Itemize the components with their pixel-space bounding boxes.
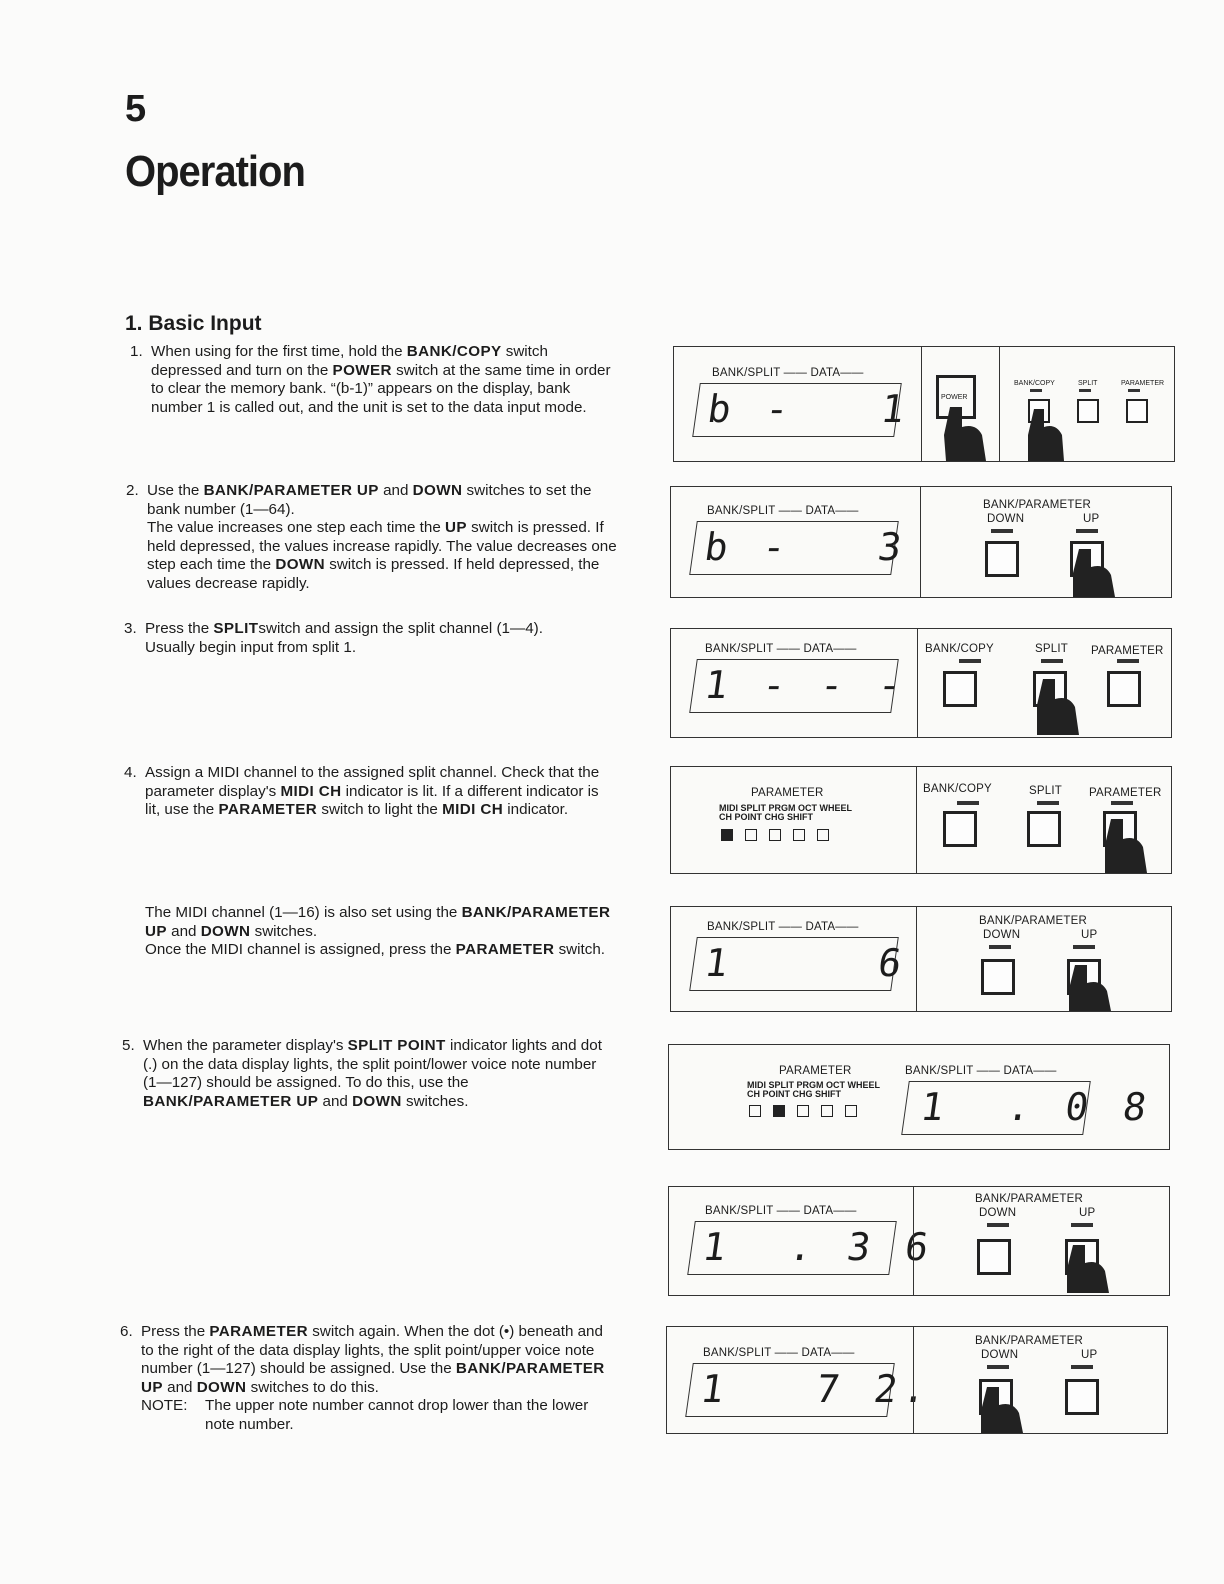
step-paragraph: The MIDI channel (1—16) is also set using the BANK/PARAMETER UP and DOWN switches. [145,904,611,940]
split-switch[interactable] [1027,811,1061,847]
up-switch[interactable] [1065,1379,1099,1415]
display-label: BANK/SPLIT —— DATA—— [905,1065,1057,1077]
bank-parameter-label: BANK/PARAMETER [975,1193,1084,1205]
step-paragraph: Press the PARAMETER switch again. When the dot (•) beneath and to the right of the data display lights, the split point/upper voice note number (1—127) should be assigned. Use the BANK/PARAMETER UP and DOWN switches to do this. [141,1323,605,1396]
bank-copy-label: BANK/COPY [923,783,992,795]
down-label: DOWN [981,1349,1019,1361]
display-label: BANK/SPLIT —— DATA—— [703,1347,855,1359]
step-paragraph: When the parameter display's SPLIT POINT indicator lights and dot (.) on the data display lights, the split point/lower voice note number (1—127) should be assigned. To do this, use the BANK/PARAMETER UP and DOWN switches. [143,1037,602,1110]
wheel-indicator [845,1105,857,1117]
finger-icon [979,1387,1027,1438]
diagram-panel-3 [670,628,1172,738]
finger-icon [1035,679,1083,740]
diagram-panel-5 [670,906,1172,1012]
display-value: 1 6 [701,941,911,985]
parameter-switch[interactable] [1107,671,1141,707]
display-value: 1 . 0 8 [917,1085,1156,1129]
parameter-label: PARAMETER [1091,645,1164,657]
down-label: DOWN [979,1207,1017,1219]
diagram-panel-1 [673,346,1175,462]
prgm-chg-indicator [797,1105,809,1117]
finger-icon [942,407,988,466]
split-point-indicator [773,1105,785,1117]
parameter-indicator-labels: MIDI SPLIT PRGM OCT WHEEL [719,803,852,813]
display-label: BANK/SPLIT —— DATA—— [712,367,864,379]
display-label: BANK/SPLIT —— DATA—— [705,643,857,655]
step-4-continued [124,904,615,960]
finger-icon [1103,819,1151,878]
up-label: UP [1081,929,1098,941]
step-paragraph: Press the SPLITswitch and assign the split channel (1—4). [145,620,543,637]
step-5: 5. When the parameter display's SPLIT POINT indicator lights and dot (.) on the data display lights, the split point/lower voice note number (1—127) should be assigned. To do this, use the BANK/PARAMETER UP and DOWN switches. [122,1037,613,1111]
chapter-title: Operation [125,148,305,196]
step-1: 1. When using for the first time, hold the BANK/COPY switch depressed and turn on the POWER switch at the same time in order to clear the memory bank. “(b-1)” appears on the display, bank number 1 is called out, and the unit is set to the data input mode. [130,343,621,417]
finger-icon [1067,965,1115,1016]
step-paragraph: The value increases one step each time the UP switch is pressed. If held depressed, the values increase rapidly. The value decreases one step each time the DOWN switch is pressed. If held depressed, the values decrease rapidly. [147,519,617,592]
split-label: SPLIT [1078,380,1098,387]
display-value: 1 - - - [701,663,911,707]
note: NOTE: The upper note number cannot drop lower than the lower note number. [141,1397,589,1433]
parameter-indicator-labels-2: CH POINT CHG SHIFT [747,1089,841,1099]
midi-ch-indicator [749,1105,761,1117]
diagram-panel-8 [666,1326,1168,1434]
parameter-indicator-labels: MIDI SPLIT PRGM OCT WHEEL [747,1080,880,1090]
section-title: 1. Basic Input [125,312,262,335]
down-switch[interactable] [985,541,1019,577]
step-paragraph: Use the BANK/PARAMETER UP and DOWN switches to set the bank number (1—64). [147,482,592,518]
diagram-panel-4 [670,766,1172,874]
display-label: BANK/SPLIT —— DATA—— [705,1205,857,1217]
step-paragraph: When using for the first time, hold the BANK/COPY switch depressed and turn on the POWER switch at the same time in order to clear the memory bank. “(b-1)” appears on the display, bank number 1 is called out, and the unit is set to the data input mode. [151,343,611,416]
wheel-indicator [817,829,829,841]
finger-icon [1071,549,1117,602]
down-switch[interactable] [977,1239,1011,1275]
down-switch[interactable] [981,959,1015,995]
step-paragraph: Assign a MIDI channel to the assigned split channel. Check that the parameter display's MIDI CH indicator is lit. If a different indicator is lit, use the PARAMETER switch to light the MIDI CH indicator. [145,764,600,819]
bank-copy-switch[interactable] [943,811,977,847]
display-value: b - 3 [701,525,911,569]
up-label: UP [1079,1207,1096,1219]
down-label: DOWN [983,929,1021,941]
bank-parameter-label: BANK/PARAMETER [983,499,1092,511]
down-label: DOWN [987,513,1025,525]
display-label: BANK/SPLIT —— DATA—— [707,921,859,933]
split-label: SPLIT [1029,785,1062,797]
diagram-panel-7 [668,1186,1170,1296]
up-label: UP [1083,513,1100,525]
bank-copy-switch[interactable] [943,671,977,707]
split-switch[interactable] [1077,399,1099,423]
display-value: 1 . 3 6 [699,1225,938,1269]
step-paragraph: Usually begin input from split 1. [145,638,357,656]
parameter-display-label: PARAMETER [751,787,824,799]
bank-parameter-label: BANK/PARAMETER [979,915,1088,927]
split-point-indicator [745,829,757,841]
step-2: 2. Use the BANK/PARAMETER UP and DOWN switches to set the bank number (1—64). The value increases one step each time the UP switch is pressed. If held depressed, the values increase rapidly. The value decreases one step each time the DOWN switch is pressed. If held depressed, the values decrease rapidly. [126,482,617,592]
chapter-number: 5 [125,88,146,130]
prgm-chg-indicator [769,829,781,841]
parameter-display-label: PARAMETER [779,1065,852,1077]
finger-icon [1065,1245,1113,1298]
parameter-switch[interactable] [1126,399,1148,423]
diagram-panel-2 [670,486,1172,598]
midi-ch-indicator [721,829,733,841]
oct-shift-indicator [821,1105,833,1117]
bank-copy-label: BANK/COPY [925,643,994,655]
parameter-label: PARAMETER [1121,380,1165,387]
oct-shift-indicator [793,829,805,841]
bank-copy-label: BANK/COPY [1014,380,1055,387]
parameter-label: PARAMETER [1089,787,1162,799]
bank-parameter-label: BANK/PARAMETER [975,1335,1084,1347]
up-label: UP [1081,1349,1098,1361]
parameter-indicator-labels-2: CH POINT CHG SHIFT [719,812,813,822]
power-switch[interactable]: POWER [936,375,976,419]
step-6: 6. Press the PARAMETER switch again. When the dot (•) beneath and to the right of the data display lights, the split point/upper voice note number (1—127) should be assigned. Use the BANK/PARAMETER UP and DOWN switches to do this. NOTE: The upper note number cannot drop lower than the lower note number. [120,1323,611,1435]
step-3: 3. Press the SPLITswitch and assign the split channel (1—4). Usually begin input from split 1. [124,620,615,657]
step-4: 4. Assign a MIDI channel to the assigned split channel. Check that the parameter display's MIDI CH indicator is lit. If a different indicator is lit, use the PARAMETER switch to light the MIDI CH indicator. [124,764,615,820]
diagram-panel-6 [668,1044,1170,1150]
display-value: b - 1 [704,387,914,431]
display-label: BANK/SPLIT —— DATA—— [707,505,859,517]
finger-icon [1026,409,1066,466]
display-value: 1 7 2. [697,1367,936,1411]
split-label: SPLIT [1035,643,1068,655]
step-paragraph: Once the MIDI channel is assigned, press the PARAMETER switch. [145,941,605,959]
